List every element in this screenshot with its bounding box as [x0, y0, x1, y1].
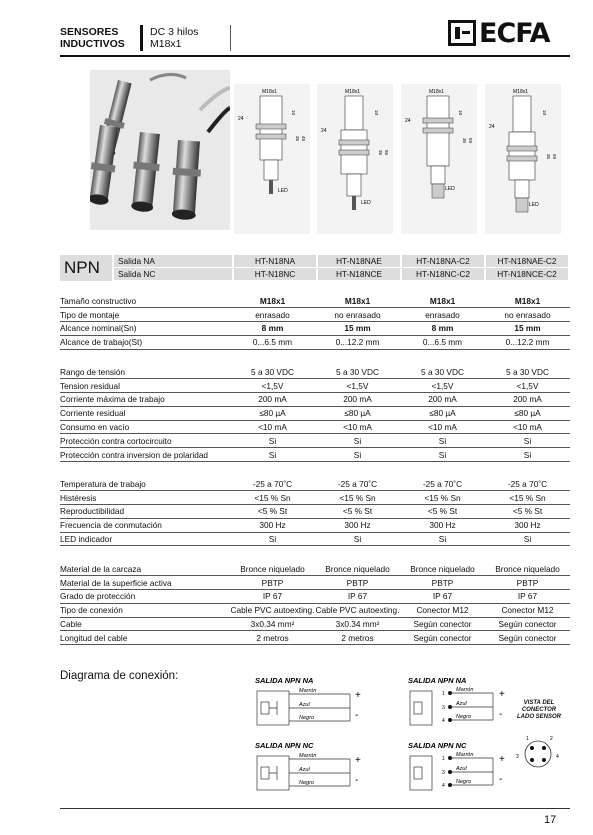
- svg-text:+: +: [355, 690, 361, 701]
- svg-text:2: 2: [550, 736, 553, 742]
- svg-text:Negro: Negro: [299, 780, 314, 786]
- model-na-2: HT-N18NAE: [318, 255, 400, 267]
- spec-value: <10 mA: [400, 420, 485, 434]
- spec-label: Tipo de montaje: [60, 308, 230, 322]
- spec-value: Conector M12: [400, 603, 485, 617]
- spec-value: 200 mA: [485, 393, 570, 407]
- diagram-npn-nc: [255, 740, 375, 795]
- spec-value: PBTP: [230, 576, 315, 590]
- model-nc-1: HT-N18NC: [234, 268, 316, 280]
- header-separator: [140, 25, 143, 51]
- spec-value: Cable PVC autoexting.: [315, 605, 400, 616]
- spec-row: [60, 505, 570, 519]
- spec-row: [60, 631, 570, 645]
- spec-value: Si: [315, 448, 400, 462]
- spec-row: [60, 294, 570, 308]
- spec-value: Si: [400, 434, 485, 448]
- svg-text:1: 1: [526, 736, 529, 742]
- spec-value: 5 a 30 VDC: [485, 365, 570, 379]
- spec-value: Si: [485, 448, 570, 462]
- spec-value: 300 Hz: [485, 518, 570, 532]
- spec-label: Alcance nominal(Sn): [60, 322, 230, 336]
- spec-label: Tension residual: [60, 379, 230, 393]
- spec-value: ≤80 µA: [230, 406, 315, 420]
- dimension-drawing-3: [401, 84, 477, 234]
- svg-text:4: 4: [442, 783, 445, 789]
- svg-text:24: 24: [238, 116, 244, 122]
- svg-text:LED: LED: [445, 186, 455, 192]
- spec-value: M18x1: [400, 294, 485, 308]
- svg-text:35: 35: [378, 150, 383, 156]
- spec-value: Según conector: [485, 617, 570, 631]
- spec-row: [60, 590, 570, 604]
- spec-label: Reproductibilidad: [60, 505, 230, 519]
- model-na-4: HT-N18NAE-C2: [486, 255, 568, 267]
- spec-value: <5 % St: [315, 505, 400, 519]
- spec-value: <5 % St: [485, 505, 570, 519]
- spec-value: <1,5V: [230, 379, 315, 393]
- spec-value: -25 a 70˚C: [485, 477, 570, 491]
- spec-row: [60, 603, 570, 617]
- svg-text:3: 3: [442, 705, 445, 711]
- spec-value: <15 % Sn: [400, 491, 485, 505]
- output-na-label: Salida NA: [114, 255, 232, 267]
- model-nc-2: HT-N18NCE: [318, 268, 400, 280]
- spec-value: Bronce niquelado: [230, 562, 315, 576]
- svg-text:M18x1: M18x1: [429, 89, 445, 95]
- spec-value: Si: [230, 532, 315, 546]
- model-na-1: HT-N18NA: [234, 255, 316, 267]
- spec-value: -25 a 70˚C: [400, 477, 485, 491]
- spec-group-electrical: [60, 365, 570, 462]
- dimension-drawing-1: [234, 84, 310, 234]
- svg-text:-: -: [355, 710, 359, 721]
- svg-text:35: 35: [295, 136, 300, 142]
- spec-value: Si: [315, 434, 400, 448]
- dimension-drawing-2: [317, 84, 393, 234]
- spec-value: 15 mm: [485, 322, 570, 336]
- spec-group-performance: [60, 477, 570, 546]
- spec-value: Bronce niquelado: [400, 562, 485, 576]
- spec-value: <10 mA: [315, 420, 400, 434]
- spec-value: Según conector: [485, 631, 570, 645]
- connector-note-line-2: CONECTOR: [521, 707, 557, 713]
- spec-label: Tamaño constructivo: [60, 294, 230, 308]
- spec-label: Temperatura de trabajo: [60, 477, 230, 491]
- svg-text:Negro: Negro: [456, 714, 471, 720]
- connector-note-line-1: VISTA DEL: [523, 700, 555, 706]
- spec-value: IP 67: [230, 590, 315, 604]
- spec-value: <10 mA: [230, 420, 315, 434]
- spec-value: <15 % Sn: [230, 491, 315, 505]
- svg-text:+: +: [499, 689, 505, 700]
- spec-value: Según conector: [400, 617, 485, 631]
- svg-text:+: +: [499, 754, 505, 765]
- spec-value: enrasado: [400, 308, 485, 322]
- spec-row: [60, 448, 570, 462]
- product-photo: [90, 70, 230, 230]
- spec-value: 5 a 30 VDC: [315, 365, 400, 379]
- svg-text:Azul: Azul: [456, 701, 467, 707]
- logo-mark-icon: [448, 20, 476, 46]
- diagram-npn-na: [255, 675, 375, 730]
- spec-value: Según conector: [400, 631, 485, 645]
- spec-value: ≤80 µA: [485, 406, 570, 420]
- svg-text:SALIDA NPN NA: SALIDA NPN NA: [408, 676, 467, 685]
- spec-value: <15 % Sn: [315, 491, 400, 505]
- spec-label: Longitud del cable: [60, 631, 230, 645]
- spec-value: 200 mA: [315, 393, 400, 407]
- spec-label: Protección contra inversion de polaridad: [60, 448, 230, 462]
- spec-value: <15 % Sn: [485, 491, 570, 505]
- spec-value: Conector M12: [485, 603, 570, 617]
- spec-value: <1,5V: [400, 379, 485, 393]
- svg-text:4: 4: [556, 754, 559, 760]
- connector-pinout: [512, 732, 564, 776]
- svg-text:+: +: [355, 755, 361, 766]
- spec-value: 2 metros: [230, 631, 315, 645]
- spec-value: Si: [400, 448, 485, 462]
- spec-value: 0...6.5 mm: [230, 335, 315, 349]
- spec-row: [60, 379, 570, 393]
- spec-row: [60, 562, 570, 576]
- svg-text:LED: LED: [278, 188, 288, 194]
- spec-group-construction: [60, 294, 570, 350]
- spec-row: [60, 322, 570, 336]
- svg-text:59: 59: [468, 138, 473, 144]
- page-header: [60, 17, 570, 54]
- category-line-2: INDUCTIVOS: [60, 38, 125, 50]
- subcategory-line-2: M18x1: [150, 38, 182, 50]
- spec-row: [60, 308, 570, 322]
- spec-value: 0...12.2 mm: [315, 335, 400, 349]
- spec-value: 200 mA: [230, 393, 315, 407]
- spec-label: Consumo en vacío: [60, 420, 230, 434]
- spec-value: 3x0.34 mm²: [230, 617, 315, 631]
- spec-row: [60, 434, 570, 448]
- spec-value: -25 a 70˚C: [230, 477, 315, 491]
- subcategory: [150, 26, 198, 50]
- spec-row: [60, 576, 570, 590]
- spec-value: 200 mA: [400, 393, 485, 407]
- svg-text:LED: LED: [529, 202, 539, 208]
- model-nc-3: HT-N18NC-C2: [402, 268, 484, 280]
- model-header: [60, 255, 570, 281]
- svg-text:4: 4: [442, 718, 445, 724]
- spec-label: Corriente residual: [60, 406, 230, 420]
- spec-value: 5 a 30 VDC: [230, 365, 315, 379]
- spec-label: Material de la superficie activa: [60, 576, 230, 590]
- svg-text:SALIDA NPN NC: SALIDA NPN NC: [408, 741, 467, 750]
- spec-value: 300 Hz: [315, 518, 400, 532]
- spec-value: 2 metros: [315, 631, 400, 645]
- spec-value: M18x1: [315, 294, 400, 308]
- svg-text:-: -: [499, 774, 503, 785]
- svg-text:3: 3: [516, 754, 519, 760]
- spec-value: no enrasado: [485, 308, 570, 322]
- spec-value: 15 mm: [315, 322, 400, 336]
- spec-value: Si: [485, 434, 570, 448]
- spec-row: [60, 420, 570, 434]
- spec-value: no enrasado: [315, 308, 400, 322]
- spec-value: enrasado: [230, 308, 315, 322]
- spec-value: 8 mm: [230, 322, 315, 336]
- svg-text:Azul: Azul: [456, 766, 467, 772]
- spec-label: LED indicador: [60, 532, 230, 546]
- page-number: 17: [544, 814, 557, 826]
- spec-value: ≤80 µA: [400, 406, 485, 420]
- spec-value: Bronce niquelado: [315, 562, 400, 576]
- spec-value: PBTP: [485, 576, 570, 590]
- spec-label: Cable: [60, 617, 230, 631]
- dimension-drawing-4: [485, 84, 561, 234]
- svg-text:10: 10: [542, 110, 547, 116]
- svg-text:10: 10: [458, 110, 463, 116]
- svg-text:55: 55: [384, 150, 389, 156]
- spec-value: 0...6.5 mm: [400, 335, 485, 349]
- spec-value: PBTP: [400, 576, 485, 590]
- model-na-3: HT-N18NA-C2: [402, 255, 484, 267]
- svg-text:Negro: Negro: [456, 779, 471, 785]
- spec-row: [60, 393, 570, 407]
- svg-text:Marrón: Marrón: [456, 752, 474, 758]
- spec-value: 0...12.2 mm: [485, 335, 570, 349]
- spec-label: Grado de protección: [60, 590, 230, 604]
- svg-text:SALIDA NPN NC: SALIDA NPN NC: [255, 741, 314, 750]
- spec-row: [60, 477, 570, 491]
- spec-label: Rango de tensión: [60, 365, 230, 379]
- spec-row: [60, 518, 570, 532]
- svg-text:24: 24: [405, 118, 411, 124]
- svg-text:45: 45: [301, 136, 306, 142]
- svg-text:35: 35: [546, 154, 551, 160]
- spec-row: [60, 491, 570, 505]
- spec-value: 300 Hz: [230, 518, 315, 532]
- category-title: [60, 26, 125, 50]
- spec-value: -25 a 70˚C: [315, 477, 400, 491]
- spec-value: <1,5V: [485, 379, 570, 393]
- spec-value: IP 67: [400, 590, 485, 604]
- footer-rule: [60, 808, 570, 809]
- spec-value: M18x1: [230, 294, 315, 308]
- header-rule: [60, 55, 570, 57]
- spec-value: IP 67: [485, 590, 570, 604]
- spec-label: Histéresis: [60, 491, 230, 505]
- spec-value: Si: [485, 532, 570, 546]
- spec-value: 300 Hz: [400, 518, 485, 532]
- spec-value: Bronce niquelado: [485, 562, 570, 576]
- svg-text:M18x1: M18x1: [513, 89, 529, 95]
- svg-text:10: 10: [291, 110, 296, 116]
- spec-row: [60, 532, 570, 546]
- spec-value: Si: [230, 448, 315, 462]
- output-nc-label: Salida NC: [114, 268, 232, 280]
- connector-note-line-3: LADO SENSOR: [516, 714, 561, 720]
- svg-text:SALIDA NPN NA: SALIDA NPN NA: [255, 676, 314, 685]
- spec-value: ≤80 µA: [315, 406, 400, 420]
- spec-value: <10 mA: [485, 420, 570, 434]
- svg-text:Marrón: Marrón: [299, 688, 317, 694]
- spec-row: [60, 406, 570, 420]
- spec-row: [60, 365, 570, 379]
- svg-text:Negro: Negro: [299, 715, 314, 721]
- output-type-label: NPN: [60, 255, 112, 281]
- svg-text:3: 3: [442, 770, 445, 776]
- spec-value: <1,5V: [315, 379, 400, 393]
- spec-value: 8 mm: [400, 322, 485, 336]
- spec-value: IP 67: [315, 590, 400, 604]
- spec-value: 3x0.34 mm²: [315, 617, 400, 631]
- header-divider: [230, 25, 231, 51]
- spec-value: M18x1: [485, 294, 570, 308]
- spec-label: Frecuencia de conmutación: [60, 518, 230, 532]
- svg-text:LED: LED: [361, 200, 371, 206]
- logo-text: ECFA: [479, 17, 550, 49]
- subcategory-line-1: DC 3 hilos: [150, 26, 199, 38]
- svg-text:10: 10: [374, 110, 379, 116]
- diagram-npn-nc-connector: [408, 740, 528, 795]
- svg-text:-: -: [355, 775, 359, 786]
- svg-text:-: -: [499, 709, 503, 720]
- spec-value: Si: [400, 532, 485, 546]
- spec-label: Protección contra cortocircuito: [60, 434, 230, 448]
- spec-value: Si: [315, 532, 400, 546]
- svg-text:24: 24: [321, 128, 327, 134]
- connector-view-note: [508, 700, 570, 721]
- svg-text:35: 35: [462, 138, 467, 144]
- model-nc-4: HT-N18NCE-C2: [486, 268, 568, 280]
- ecfa-logo: [448, 18, 550, 48]
- svg-text:M18x1: M18x1: [345, 89, 361, 95]
- svg-text:1: 1: [442, 756, 445, 762]
- spec-value: Cable PVC autoexting.: [230, 605, 315, 616]
- diagram-title: Diagrama de conexión:: [60, 670, 179, 682]
- spec-row: [60, 335, 570, 349]
- svg-text:1: 1: [442, 691, 445, 697]
- svg-text:Azul: Azul: [299, 702, 310, 708]
- svg-text:M18x1: M18x1: [262, 89, 278, 95]
- spec-group-materials: [60, 562, 570, 645]
- spec-label: Material de la carcaza: [60, 562, 230, 576]
- svg-text:Marrón: Marrón: [299, 753, 317, 759]
- category-line-1: SENSORES: [60, 26, 119, 38]
- svg-text:24: 24: [489, 124, 495, 130]
- spec-value: PBTP: [315, 576, 400, 590]
- spec-label: Corriente máxima de trabajo: [60, 393, 230, 407]
- spec-value: <5 % St: [230, 505, 315, 519]
- spec-label: Alcance de trabajo(St): [60, 335, 230, 349]
- svg-text:Azul: Azul: [299, 767, 310, 773]
- svg-text:69: 69: [552, 154, 557, 160]
- spec-value: <5 % St: [400, 505, 485, 519]
- spec-value: 5 a 30 VDC: [400, 365, 485, 379]
- spec-value: Si: [230, 434, 315, 448]
- spec-label: Tipo de conexión: [60, 603, 230, 617]
- spec-row: [60, 617, 570, 631]
- svg-text:Marrón: Marrón: [456, 687, 474, 693]
